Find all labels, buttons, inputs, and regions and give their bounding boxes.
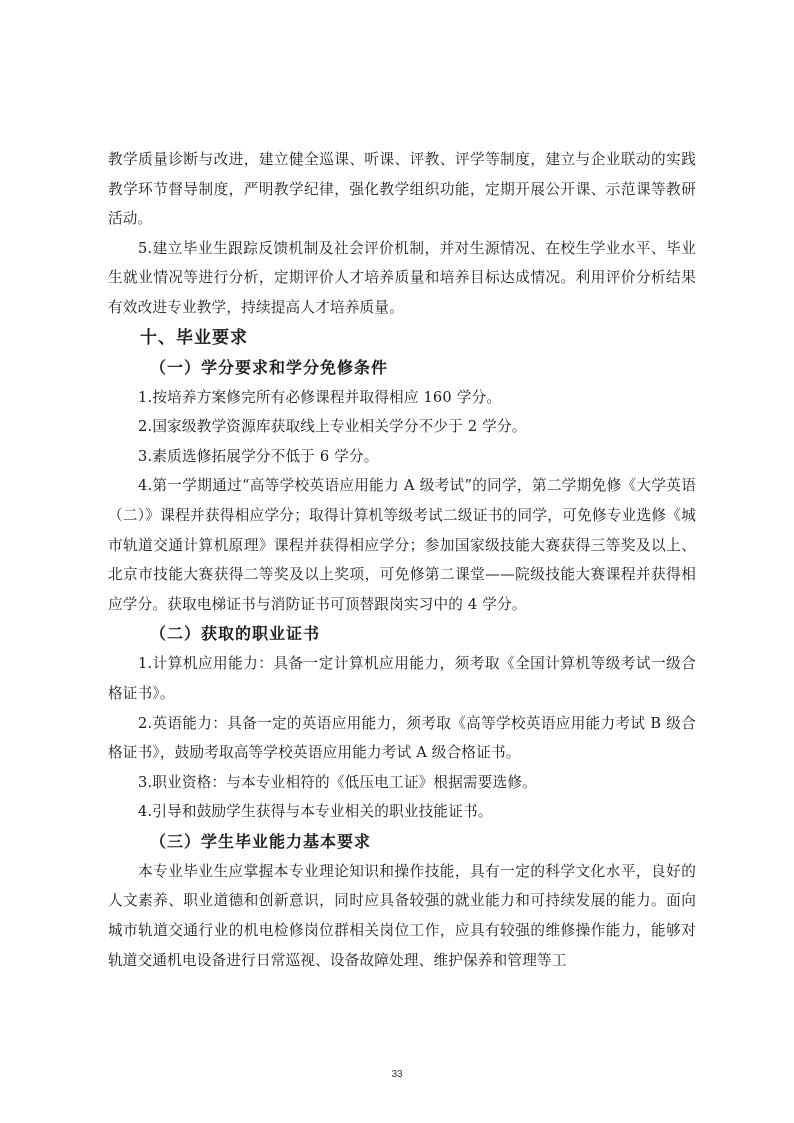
list-item: 3.职业资格：与本专业相符的《低压电工证》根据需要选修。 bbox=[138, 773, 537, 791]
list-item: 4.第一学期通过“高等学校英语应用能力 A 级考试”的同学，第二学期免修《大学英语（二）》课程并获得相应学分；取得计算机等级考试二级证书的同学，可免修专业选修《城市轨道交通计算机原理》课程并获得相应学分；参加国家级技能大赛获得三等奖及以上、北京市技能大赛获得二等奖及以上奖项，可免修第二课堂——院级技能大赛课程并获得相应学分。获取电梯证书与消防证书可顶替跟岗实习中的 4 学分。 bbox=[108, 477, 696, 613]
paragraph-abilities: 本专业毕业生应掌握本专业理论知识和操作技能，具有一定的科学文化水平，良好的人文素养、职业道德和创新意识，同时应具备较强的就业能力和可持续发展的能力。面向城市轨道交通行业的机电检修岗位群相关岗位工作，应具有较强的维修操作能力，能够对轨道交通机电设备进行日常巡视、设备故障处理、维护保养和管理等工 bbox=[108, 862, 696, 969]
paragraph-quality-diagnosis: 教学质量诊断与改进，建立健全巡课、听课、评教、评学等制度，建立与企业联动的实践教学环节督导制度，严明教学纪律，强化教学组织功能，定期开展公开课、示范课等教研活动。 bbox=[108, 151, 696, 228]
list-item: 4.引导和鼓励学生获得与本专业相关的职业技能证书。 bbox=[138, 803, 493, 821]
list-item: 1.计算机应用能力：具备一定计算机应用能力，须考取《全国计算机等级考试一级合格证书》。 bbox=[108, 655, 696, 702]
list-item: 2.英语能力：具备一定的英语应用能力，须考取《高等学校英语应用能力考试 B 级合格证书》，鼓励考取高等学校英语应用能力考试 A 级合格证书。 bbox=[108, 714, 696, 762]
list-item: 1.按培养方案修完所有必修课程并取得相应 160 学分。 bbox=[138, 388, 502, 406]
list-item: 2.国家级教学资源库获取线上专业相关学分不少于 2 学分。 bbox=[138, 418, 527, 436]
heading-graduate-abilities: （三）学生毕业能力基本要求 bbox=[150, 831, 372, 851]
document-body bbox=[108, 145, 696, 975]
page-number: 33 bbox=[391, 1069, 403, 1080]
paragraph-graduate-tracking: 5.建立毕业生跟踪反馈机制及社会评价机制，并对生源情况、在校生学业水平、毕业生就业情况等进行分析，定期评价人才培养质量和培养目标达成情况。利用评价分析结果有效改进专业教学，持续提高人才培养质量。 bbox=[108, 239, 696, 316]
heading-vocational-certificates: （二）获取的职业证书 bbox=[150, 624, 321, 644]
section-title-graduation-requirements: 十、毕业要求 bbox=[140, 327, 248, 348]
list-item: 3.素质选修拓展学分不低于 6 学分。 bbox=[138, 447, 379, 465]
heading-credit-requirements: （一）学分要求和学分免修条件 bbox=[150, 357, 389, 377]
